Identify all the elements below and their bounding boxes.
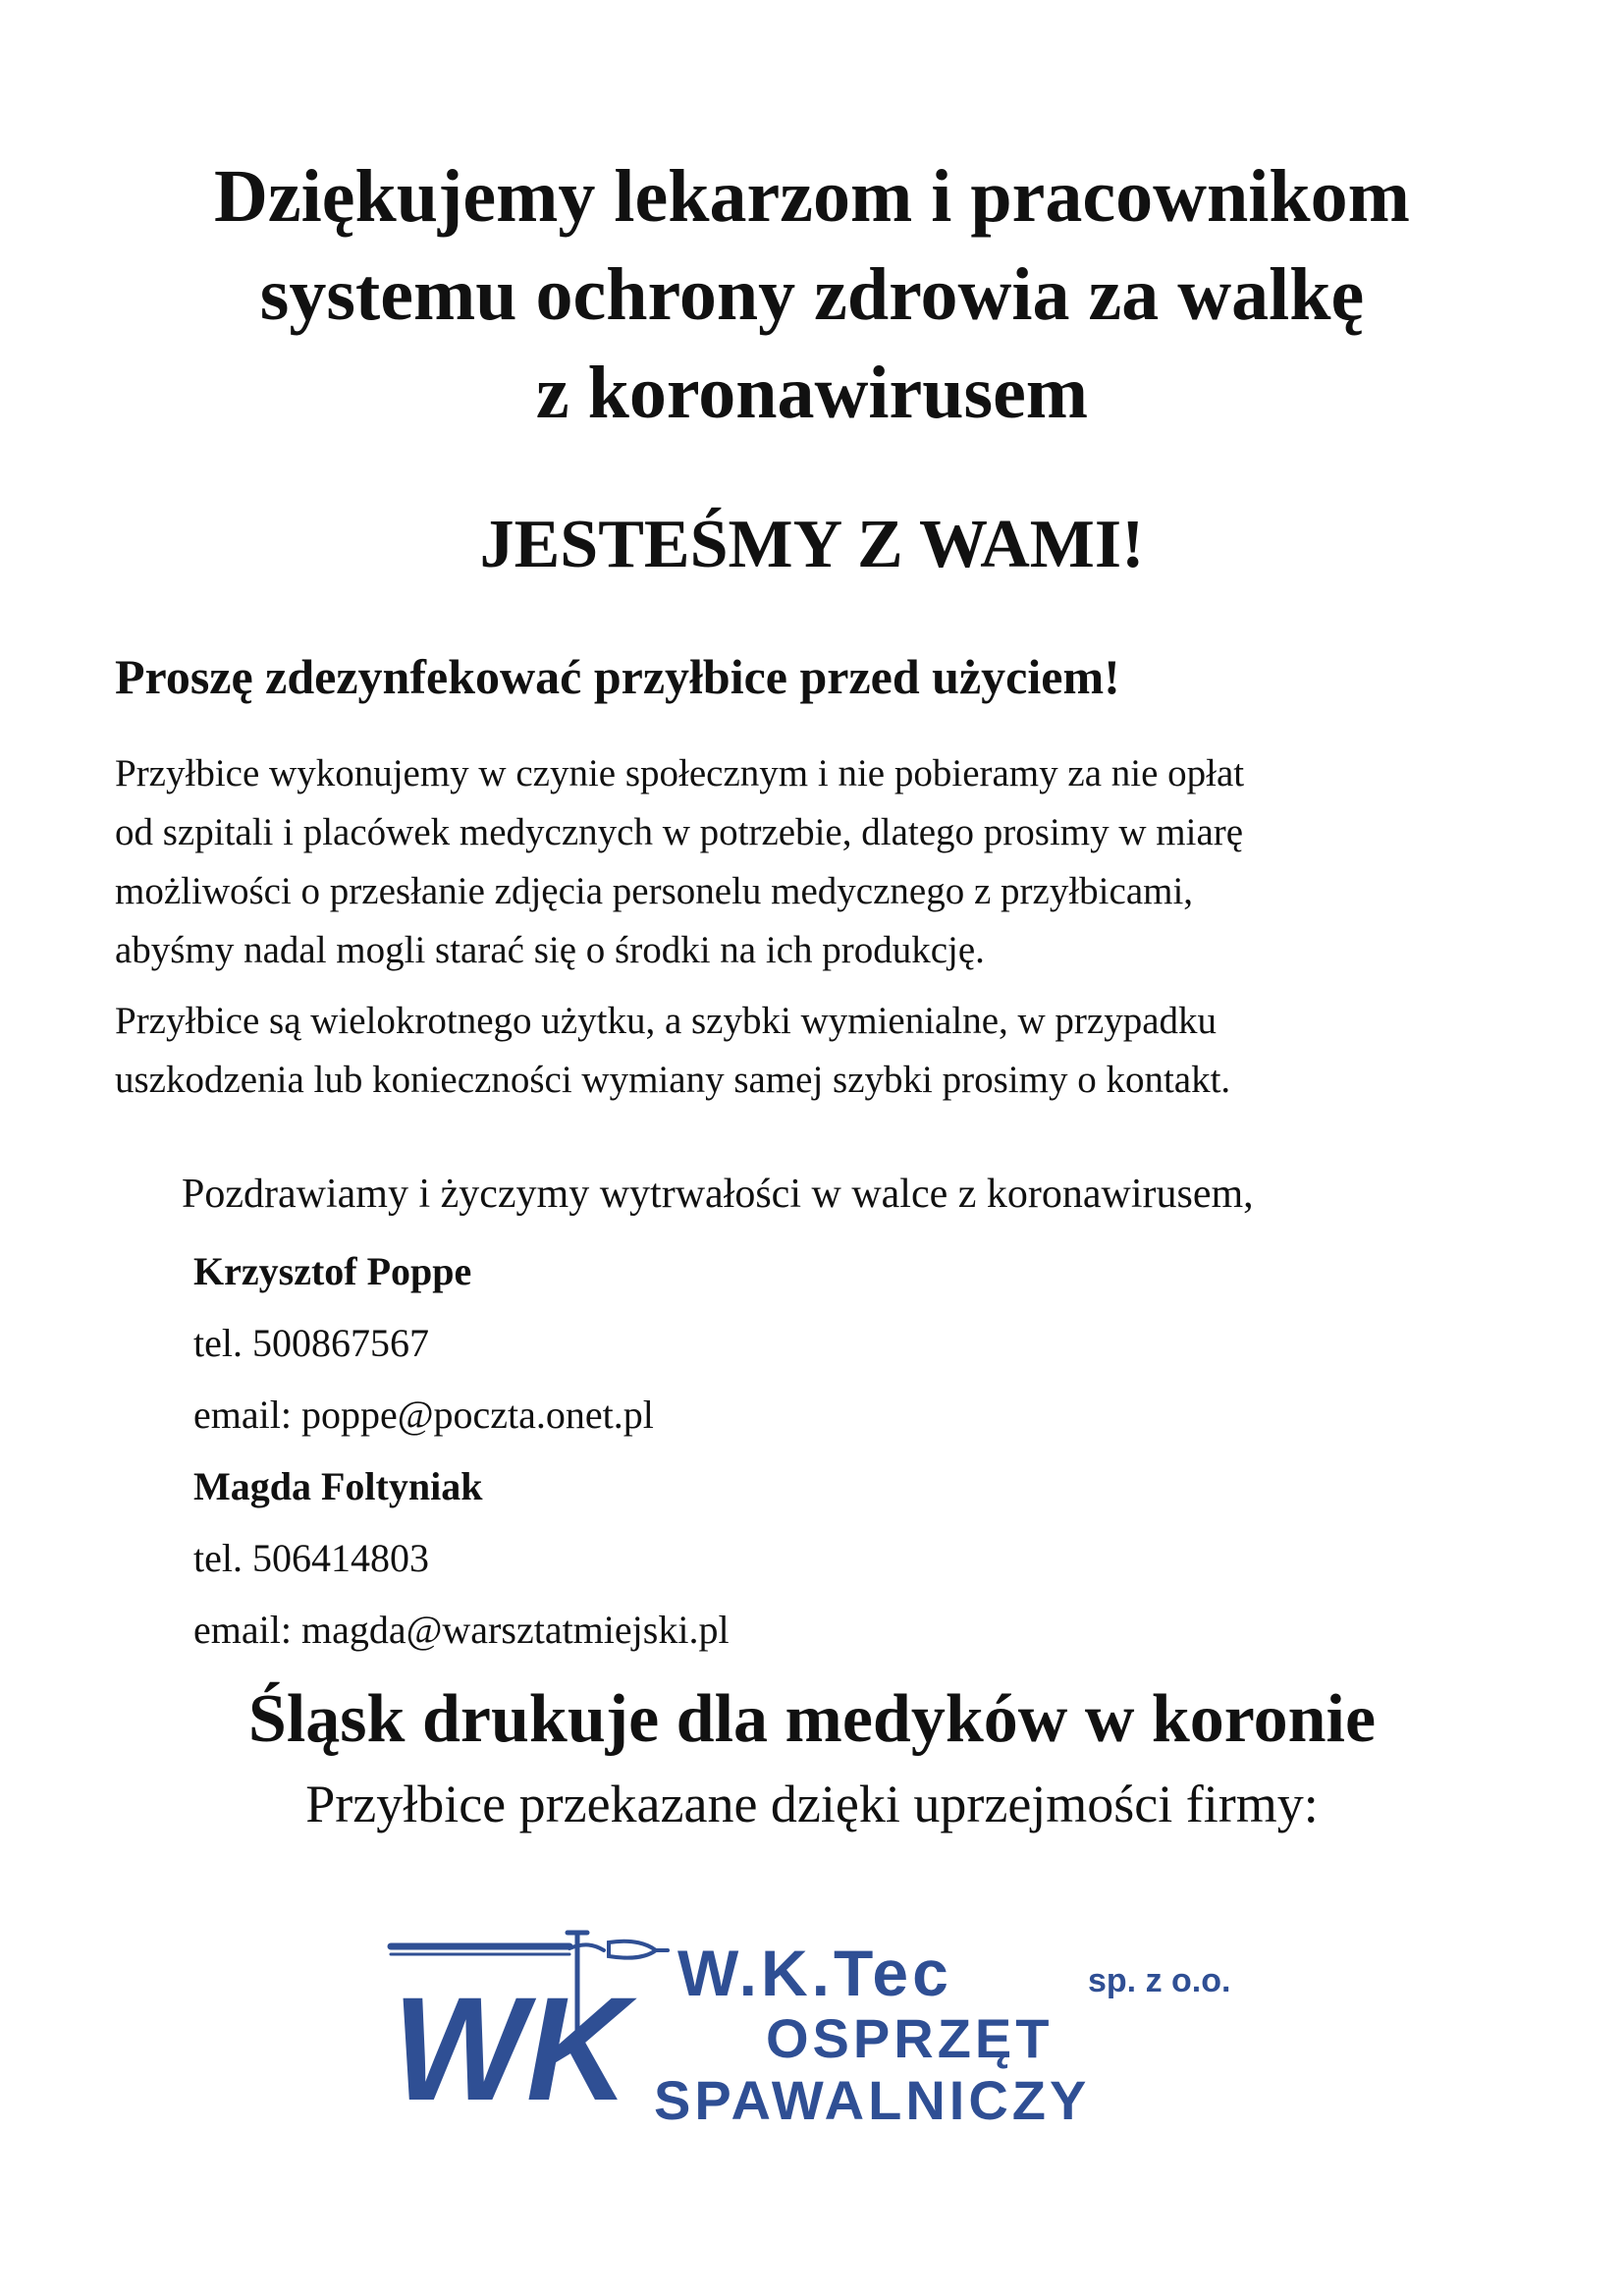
page-title [0,147,1624,442]
title-line-3: z koronawirusem [535,352,1089,434]
company-logo-graphic [383,1925,1286,2141]
contact-name: Magda Foltyniak [193,1464,483,1508]
subtitle: JESTEŚMY Z WAMI! [479,507,1145,582]
disinfection-warning: Proszę zdezynfekować przyłbice przed użyciem! [115,649,1120,704]
paragraph-reuse-info [115,992,1529,1110]
logo-monogram: WK [393,1966,638,2131]
contact-list [193,1235,730,1666]
title-line-2: systemu ochrony zdrowia za walkę [259,253,1365,336]
paragraph-line: Przyłbice wykonujemy w czynie społecznym i nie pobieramy za nie opłat [115,752,1245,794]
contact-phone: tel. 500867567 [193,1321,429,1365]
contact-name: Krzysztof Poppe [193,1249,472,1293]
paragraph-line: abyśmy nadal mogli starać się o środki na ich produkcję. [115,929,985,971]
tagline: Śląsk drukuje dla medyków w koronie [247,1681,1377,1757]
paragraph-line: od szpitali i placówek medycznych w potrzebie, dlatego prosimy w miarę [115,811,1244,853]
contact-phone: tel. 506414803 [193,1536,429,1580]
logo-line-2: SPAWALNICZY [654,2069,1091,2131]
logo-line-1: OSPRZĘT [766,2007,1054,2069]
sponsor-text: Przyłbice przekazane dzięki uprzejmości firmy: [305,1775,1319,1833]
greeting: Pozdrawiamy i życzymy wytrwałości w walce z koronawirusem, [182,1172,1254,1217]
logo-company-name: W.K.Tec [677,1937,952,2009]
logo-company-suffix: sp. z o.o. [1088,1962,1231,1999]
paragraph-line: uszkodzenia lub konieczności wymiany samej szybki prosimy o kontakt. [115,1059,1231,1101]
contact-email: email: magda@warsztatmiejski.pl [193,1608,730,1652]
paragraph-donation-info [115,744,1529,980]
contact-email: email: poppe@poczta.onet.pl [193,1393,654,1437]
paragraph-line: możliwości o przesłanie zdjęcia personelu medycznego z przyłbicami, [115,870,1194,912]
title-line-1: Dziękujemy lekarzom i pracownikom [214,155,1410,238]
company-logo [383,1925,1286,2141]
paragraph-line: Przyłbice są wielokrotnego użytku, a szybki wymienialne, w przypadku [115,1000,1218,1042]
